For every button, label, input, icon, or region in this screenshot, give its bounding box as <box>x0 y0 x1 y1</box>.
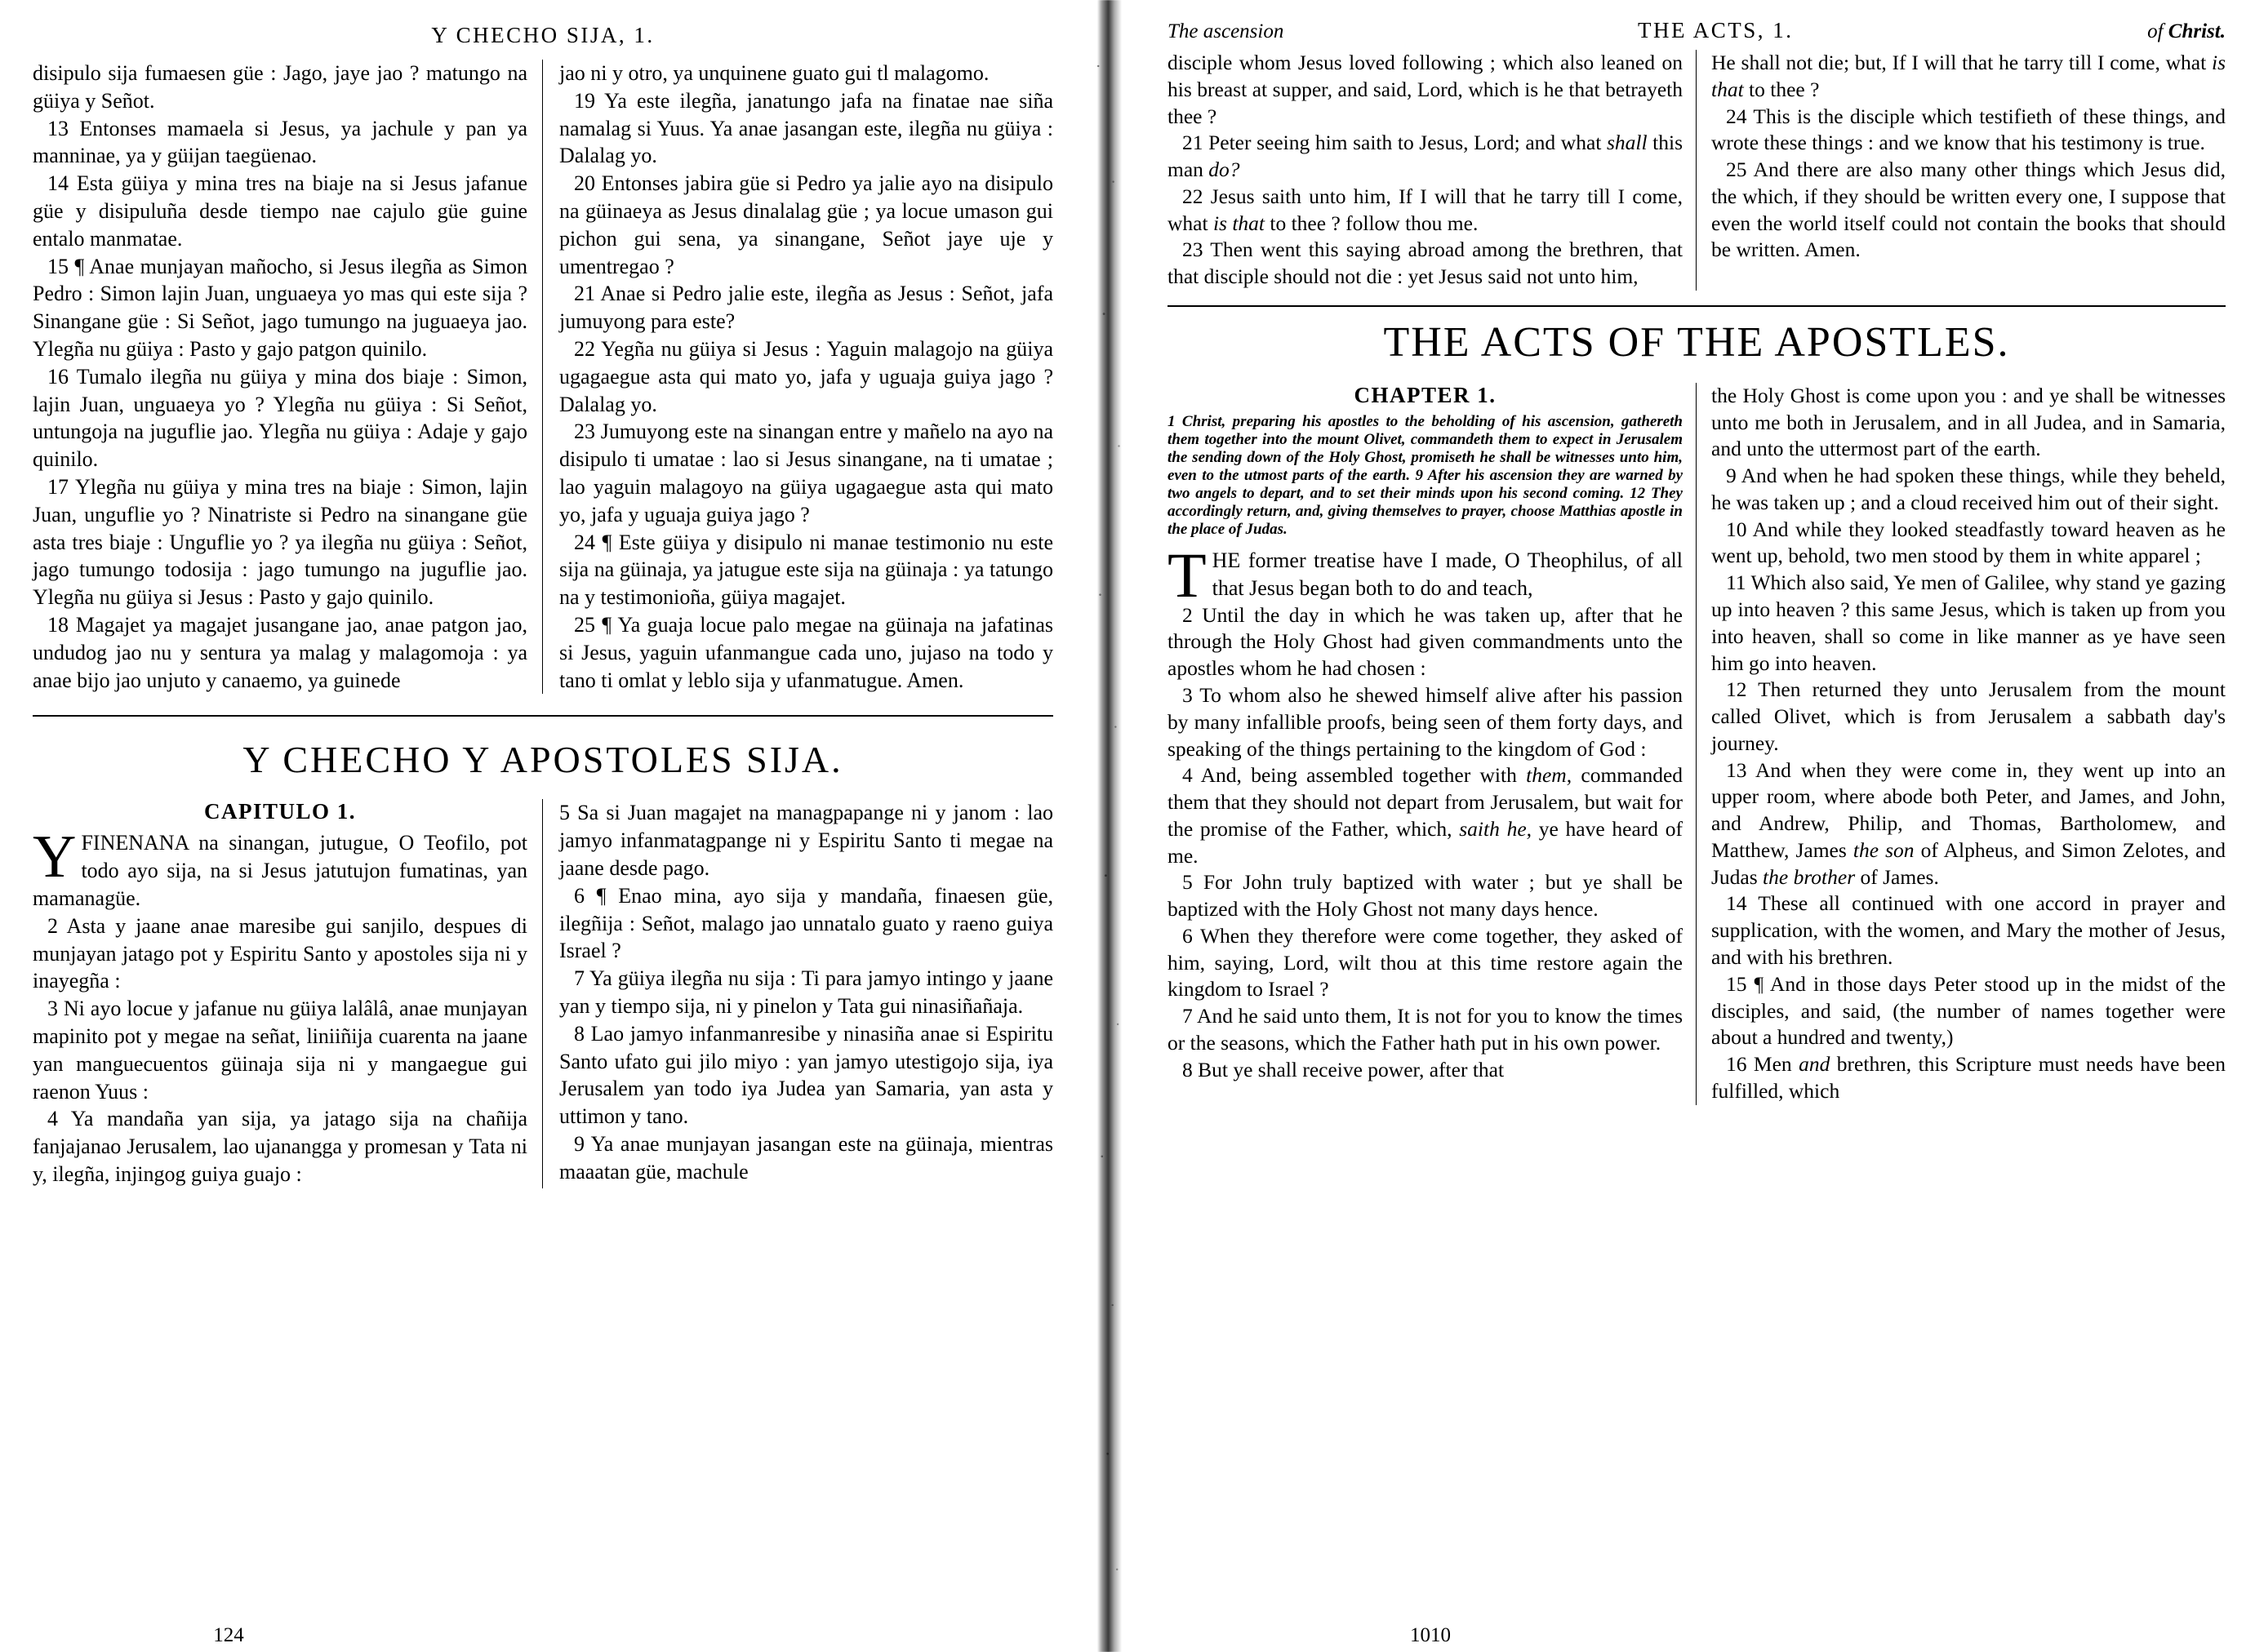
verse: 12 Then returned they unto Jerusalem from the mount called Olivet, which is from Jerusalem a sabbath day's journey. <box>1711 677 2226 755</box>
verse: 19 Ya este ilegña, janatungo jafa na finatae nae siña namalag si Yuus. Ya anae jasangan este, ilegña nu güiya : Dalalag yo. <box>559 88 1053 168</box>
verse: disipulo sija fumaesen güe : Jago, jaye jao ? matungo na güiya y Señot. <box>33 61 527 113</box>
right-book-title: THE ACTS OF THE APOSTLES. <box>1383 318 2010 366</box>
right-column-4 <box>1697 383 2226 1105</box>
verse: 22 Jesus saith unto him, If I will that he tarry till I come, what is that to thee ? follow thou me. <box>1168 184 1683 235</box>
verse: 15 ¶ And in those days Peter stood up in the midst of the disciples, and said, (the number of names together were about a hundred and twenty,) <box>1711 971 2226 1050</box>
running-head-christ: Christ. <box>2168 20 2226 42</box>
verse: 13 Entonses mamaela si Jesus, ya jachule y pan ya manninae, ya y güijan taegüenao. <box>33 116 527 168</box>
verse-text: FINENANA na sinangan, jutugue, O Teofilo, pot todo ayo sija, na si Jesus jatutujon fumatinas, yan mamanagüe. <box>33 831 527 910</box>
right-chapter-heading: CHAPTER 1. <box>1354 382 1497 407</box>
left-page-lower-columns <box>33 799 1053 1188</box>
verse: 17 Ylegña nu güiya y mina tres na biaje : Simon, lajin Juan, unguflie yo ? Ninatriste si Pedro na sinangane güe asta tres biaje : Unguflie yo ? ya ilegña nu güiya : Señot, jago tumungo todosija : jago tumungo na juguflie jao. Ylegña nu güiya si Jesus : Pasto y gajo quinilo. <box>33 474 527 610</box>
verse: 13 And when they were come in, they went up into an upper room, where abode both Peter, and James, and John, and Andrew, Philip, and Thomas, Bartholomew, and Matthew, James the son of Alpheus, and Simon Zelotes, and Judas the brother of James. <box>1711 757 2226 889</box>
right-column-3 <box>1168 383 1697 1105</box>
verse: the Holy Ghost is come upon you : and ye shall be witnesses unto me both in Jerusalem, and in all Judea, and in Samaria, and unto the uttermost part of the earth. <box>1711 383 2226 461</box>
verse: 22 Yegña nu güiya si Jesus : Yaguin malagojo na güiya ugagaegue asta qui mato yo, jafa y uguaja guiya jago ? Dalalag yo. <box>559 336 1053 416</box>
verse: 11 Which also said, Ye men of Galilee, why stand ye gazing up into heaven ? this same Jesus, which is taken up from you into heaven, shall so come in like manner as ye have seen him go into heaven. <box>1711 571 2226 675</box>
left-page <box>0 0 1086 1652</box>
verse: 10 And while they looked steadfastly toward heaven as he went up, behold, two men stood by them in white apparel ; <box>1711 517 2226 568</box>
left-page-folio: 124 <box>213 1624 244 1646</box>
drop-cap-letter: T <box>1168 540 1207 611</box>
left-page-upper-columns <box>33 60 1053 694</box>
verse: 14 Esta güiya y mina tres na biaje na si Jesus jafanue güe y disipuluña desde tiempo nae cajulo güe guine entalo manmatae. <box>33 171 527 251</box>
right-section-divider-rule <box>1168 305 2226 307</box>
right-column-2 <box>1697 50 2226 291</box>
verse: 23 Then went this saying abroad among the brethren, that that disciple should not die : yet Jesus said not unto him, <box>1168 238 1683 289</box>
verse: 3 Ni ayo locue y jafanue nu güiya lalâlâ, anae munjayan mapinito pot y megae na señat, liniiñija cuarenta na jaane yan manguecuentos güinaja sija ni y mangaegue gui raenon Yuus : <box>33 997 527 1104</box>
chapter-argument: 1 Christ, preparing his apostles to the beholding of his ascension, gathereth them together into the mount Olivet, commandeth them to expect in Jerusalem the sending down of the Holy Ghost, promiseth he shall be witnesses unto him, even to the utmost parts of the earth. 9 After his ascension they are warned by two angels to depart, and to set their minds upon his second coming. 12 They accordingly return, and, giving themselves to prayer, choose Matthias apostle in the place of Judas. <box>1168 412 1683 539</box>
left-column-4 <box>543 799 1053 1188</box>
verse: 4 And, being assembled together with them, commanded them that they should not depart from Jerusalem, but wait for the promise of the Father, which, saith he, ye have heard of me. <box>1168 763 1683 868</box>
verse: He shall not die; but, If I will that he tarry till I come, what is that to thee ? <box>1711 51 2226 101</box>
verse: 6 ¶ Enao mina, ayo sija y mandaña, finaesen güe, ilegñija : Señot, malago jao unnatalo guato y raeno guiya Israel ? <box>559 883 1053 963</box>
verse: 25 ¶ Ya guaja locue palo megae na güinaja na jafatinas si Jesus, yaguin ufanmangue cada uno, jujaso na todo y tano ti omlat y leblo sija y ufanmatugue. Amen. <box>559 612 1053 692</box>
drop-cap-letter: Y <box>33 824 77 891</box>
verse: 9 And when he had spoken these things, while they beheld, he was taken up ; and a cloud received him out of their sight. <box>1711 464 2226 514</box>
verse: 16 Tumalo ilegña nu güiya y mina dos biaje : Simon, lajin Juan, unguaeya yo ? Ylegña nu güiya : Si Señot, untungoja na juguflie jao. Ylegña nu güiya : Adaje y gajo quinilo. <box>33 364 527 472</box>
verse: 2 Until the day in which he was taken up, after that he through the Holy Ghost had given commandments unto the apostles whom he had chosen : <box>1168 602 1683 681</box>
verse: 6 When they therefore were come together, they asked of him, saying, Lord, wilt thou at this time restore again the kingdom to Israel ? <box>1168 923 1683 1001</box>
verse: jao ni y otro, ya unquinene guato gui tl malagomo. <box>559 61 990 85</box>
running-head-right-text <box>2147 20 2226 43</box>
left-column-3 <box>33 799 543 1188</box>
running-head-of: of <box>2147 20 2164 42</box>
verse-text: HE former treatise have I made, O Theophilus, of all that Jesus began both to do and teach, <box>1212 548 1683 600</box>
verse: 21 Anae si Pedro jalie este, ilegña as Jesus : Señot, jafa jumuyong para este? <box>559 282 1053 334</box>
verse: 15 ¶ Anae munjayan mañocho, si Jesus ilegña as Simon Pedro : Simon lajin Juan, unguaeya yo mas qui este sija ? Sinangane güe : Si Señot, jago tumungo na juguaeya jao. Ylegña nu güiya : Pasto y gajo patgon quinilo. <box>33 254 527 361</box>
verse: 7 Ya güiya ilegña nu sija : Ti para jamyo intingo y jaane yan y tiempo sija, ni y pinelon y Tata gui ninasiñañaja. <box>559 966 1053 1018</box>
left-book-title: Y CHECHO Y APOSTOLES SIJA. <box>242 739 843 781</box>
verse: 2 Asta y jaane anae maresibe gui sanjilo, despues di munjayan jatago pot y Espiritu Santo y apostoles sija ni y inayegña : <box>33 913 527 993</box>
gutter-speckle <box>1091 0 1128 1652</box>
binding-gutter <box>1086 0 1145 1652</box>
verse: 23 Jumuyong este na sinangan entre y mañelo na ayo na disipulo ti umatae : lao si Jesus sinangane, na ti umatae ; lao yaguin malagoyo na güiya ugagaegue asta qui mato yo, jafa y uguaja guiya jago ? <box>559 420 1053 526</box>
verse: 8 But ye shall receive power, after that <box>1182 1057 1505 1081</box>
running-head-center-text: THE ACTS, 1. <box>1637 18 1794 42</box>
left-column-1 <box>33 60 543 694</box>
verse: 14 These all continued with one accord in prayer and supplication, with the women, and Mary the mother of Jesus, and with his brethren. <box>1711 891 2226 969</box>
verse: 9 Ya anae munjayan jasangan este na güinaja, mientras maaatan güe, machule <box>559 1131 1053 1183</box>
right-page-lower-columns <box>1168 383 2226 1105</box>
verse: 24 This is the disciple which testifieth of these things, and wrote these things : and we know that his testimony is true. <box>1711 104 2226 155</box>
verse: 7 And he said unto them, It is not for you to know the times or the seasons, which the Father hath put in his own power. <box>1168 1004 1683 1055</box>
verse: 18 Magajet ya magajet jusangane jao, anae patgon jao, undudog jao nu y sentura ya malag y malagomoja : ya anae bijo jao unjuto y canaemo, ya guinede <box>33 612 527 692</box>
right-page-upper-columns <box>1168 50 2226 291</box>
left-column-2 <box>543 60 1053 694</box>
right-page-folio: 1010 <box>1410 1624 1451 1646</box>
verse: 5 For John truly baptized with water ; but ye shall be baptized with the Holy Ghost not many days hence. <box>1168 870 1683 921</box>
verse: 21 Peter seeing him saith to Jesus, Lord; and what shall this man do? <box>1168 131 1683 182</box>
verse: disciple whom Jesus loved following ; which also leaned on his breast at supper, and said, Lord, which is he that betrayeth thee ? <box>1168 51 1683 128</box>
verse: 8 Lao jamyo infanmanresibe y ninasiña anae si Espiritu Santo ufato gui jilo miyo : yan jamyo utestigojo sija, iya Jerusalem yan todo iya Judea yan Samaria, yan asta y uttimon y tano. <box>559 1021 1053 1129</box>
verse: 20 Entonses jabira güe si Pedro ya jalie ayo na disipulo na güinaeya as Jesus dinalalag güe ; ya locue umason gui pichon gui sena, ya sinangane, Señot jaye uje y umentregao ? <box>559 171 1053 278</box>
verse: 4 Ya mandaña yan sija, ya jatago sija na chañija fanjajanao Jerusalem, lao ujanangga y promesan y Tata ni y, ilegña, injingog guiya guajo : <box>33 1107 527 1186</box>
verse: 5 Sa si Juan magajet na managpapange ni y janom : lao jamyo infanmatagpange ni y Espiritu Santo ti megae na jaane desde pago. <box>559 801 1053 880</box>
right-running-head <box>1168 18 2226 43</box>
right-column-1 <box>1168 50 1697 291</box>
verse-with-dropcap <box>1168 540 1683 611</box>
left-chapter-heading: CAPITULO 1. <box>203 799 356 824</box>
running-head-left-text: The ascension <box>1168 20 1284 42</box>
verse: 16 Men and brethren, this Scripture must needs have been fulfilled, which <box>1711 1052 2226 1103</box>
left-running-head: Y CHECHO SIJA, 1. <box>431 23 655 47</box>
verse-with-dropcap <box>33 824 527 912</box>
section-divider-rule <box>33 715 1053 717</box>
verse: 3 To whom also he shewed himself alive after his passion by many infallible proofs, being seen of them forty days, and speaking of the things pertaining to the kingdom of God : <box>1168 683 1683 761</box>
right-page <box>1145 0 2255 1652</box>
verse: 24 ¶ Este güiya y disipulo ni manae testimonio nu este sija na güinaja, ya jatugue este sija na güinaja : ya tatungo na y testimonioña, güiya magajet. <box>559 530 1053 610</box>
verse: 25 And there are also many other things which Jesus did, the which, if they should be written every one, I suppose that even the world itself could not contain the books that should be written. Amen. <box>1711 158 2226 262</box>
